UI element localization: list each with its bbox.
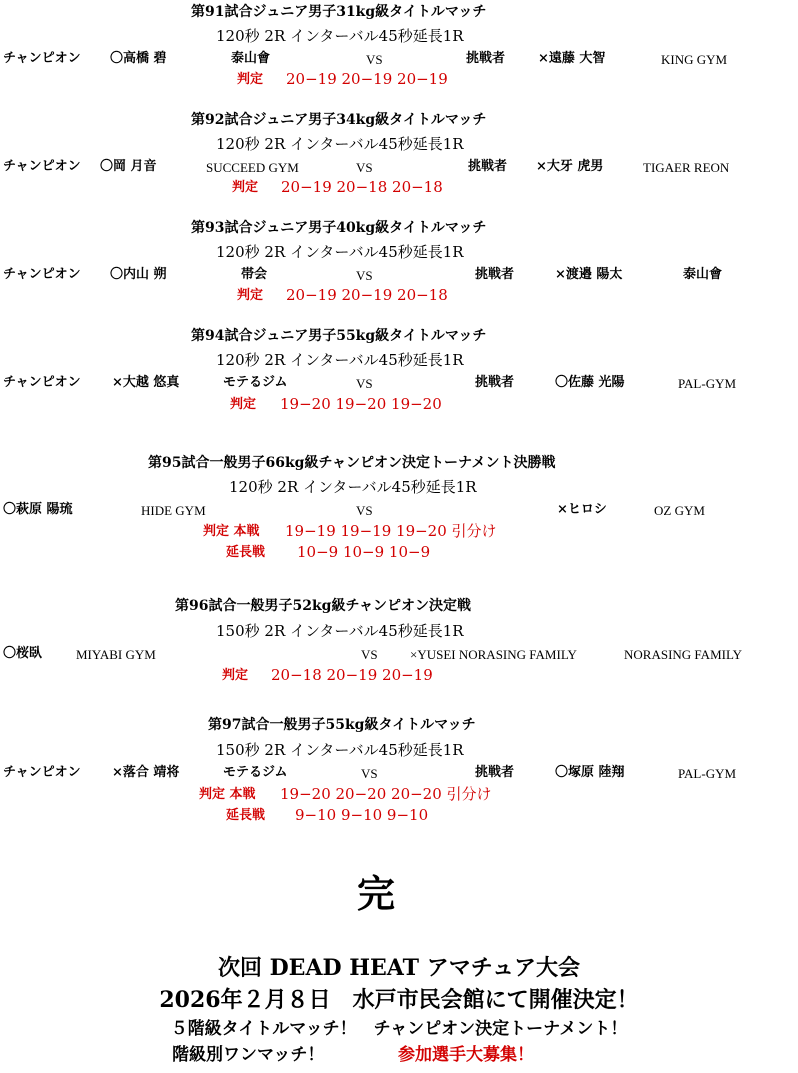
next-event-date: 2026年２月８日 水戸市民会館にて開催決定！ <box>159 987 639 1013</box>
left-fighter: 〇岡 月音 <box>100 159 157 174</box>
extra-scores: 10−9 10−9 10−9 <box>297 543 431 561</box>
right-gym: KING GYM <box>661 52 728 67</box>
match-title: 第91試合ジュニア男子31kg級タイトルマッチ <box>191 4 487 20</box>
left-fighter: 〇桜臥 <box>3 646 43 661</box>
extra-label: 延長戦 <box>226 545 266 560</box>
match-rule: 120秒 2R インターバル45秒延長1R <box>216 351 464 369</box>
next-event-highlights: ５階級タイトルマッチ！ チャンピオン決定トーナメント！ <box>170 1019 628 1039</box>
recruit-notice: 参加選手大募集！ <box>398 1045 534 1065</box>
left-gym: モテるジム <box>223 765 288 780</box>
vs-label: VS <box>366 52 383 67</box>
right-fighter: 〇佐藤 光陽 <box>555 375 625 390</box>
match-rule: 120秒 2R インターバル45秒延長1R <box>229 478 477 496</box>
right-gym: NORASING FAMILY <box>624 647 742 662</box>
extra-label: 延長戦 <box>226 808 266 823</box>
result-scores: 20−19 20−19 20−18 <box>286 286 448 304</box>
match-title: 第95試合一般男子66kg級チャンピオン決定トーナメント決勝戦 <box>148 455 556 471</box>
result-label: 判定 <box>237 288 264 303</box>
left-gym: モテるジム <box>223 375 288 390</box>
right-fighter: ×ヒロシ <box>557 502 607 517</box>
match-title: 第97試合一般男子55kg級タイトルマッチ <box>208 717 476 733</box>
next-event-title: 次回 DEAD HEAT アマチュア大会 <box>217 955 581 981</box>
result-label: 判定 <box>222 668 249 683</box>
left-fighter: 〇萩原 陽琉 <box>3 502 73 517</box>
result-scores: 20−19 20−18 20−18 <box>281 178 443 196</box>
left-fighter: 〇高橋 碧 <box>110 51 167 66</box>
right-fighter: ×遠藤 大智 <box>538 51 606 66</box>
match-rule: 150秒 2R インターバル45秒延長1R <box>216 741 464 759</box>
result-scores: 20−18 20−19 20−19 <box>271 666 433 684</box>
right-gym: PAL-GYM <box>678 766 737 781</box>
result-scores: 19−20 19−20 19−20 <box>280 395 442 413</box>
left-role: チャンピオン <box>3 765 81 780</box>
match-rule: 120秒 2R インターバル45秒延長1R <box>216 135 464 153</box>
match-title: 第96試合一般男子52kg級チャンピオン決定戦 <box>175 598 472 614</box>
extra-scores: 9−10 9−10 9−10 <box>295 806 429 824</box>
vs-label: VS <box>356 160 373 175</box>
left-gym: MIYABI GYM <box>76 647 156 662</box>
end-mark: 完 <box>357 871 396 916</box>
result-label: 判定 <box>230 397 257 412</box>
left-role: チャンピオン <box>3 267 81 282</box>
right-fighter: ×YUSEI NORASING FAMILY <box>410 647 577 662</box>
left-fighter: ×落合 靖将 <box>112 765 180 780</box>
right-role: 挑戦者 <box>475 267 515 282</box>
right-fighter: ×渡邉 陽太 <box>555 267 623 282</box>
result-label: 判定 <box>232 180 259 195</box>
vs-label: VS <box>356 503 373 518</box>
vs-label: VS <box>356 376 373 391</box>
vs-label: VS <box>361 647 378 662</box>
match-rule: 120秒 2R インターバル45秒延長1R <box>216 27 464 45</box>
left-gym: 泰山會 <box>231 51 271 66</box>
match-title: 第94試合ジュニア男子55kg級タイトルマッチ <box>191 328 487 344</box>
result-label: 判定 本戦 <box>203 524 260 539</box>
match-title: 第92試合ジュニア男子34kg級タイトルマッチ <box>191 112 487 128</box>
left-role: チャンピオン <box>3 159 81 174</box>
right-fighter: 〇塚原 陸翔 <box>555 765 625 780</box>
right-gym: OZ GYM <box>654 503 705 518</box>
result-scores: 20−19 20−19 20−19 <box>286 70 448 88</box>
left-fighter: ×大越 悠真 <box>112 375 180 390</box>
result-scores: 19−19 19−19 19−20 引分け <box>285 522 497 540</box>
left-role: チャンピオン <box>3 375 81 390</box>
match-rule: 150秒 2R インターバル45秒延長1R <box>216 622 464 640</box>
right-gym: 泰山會 <box>683 267 723 282</box>
left-role: チャンピオン <box>3 51 81 66</box>
left-fighter: 〇内山 朔 <box>110 267 167 282</box>
result-label: 判定 <box>237 72 264 87</box>
right-gym: TIGAER REON <box>643 160 730 175</box>
right-role: 挑戦者 <box>475 765 515 780</box>
right-role: 挑戦者 <box>475 375 515 390</box>
right-gym: PAL-GYM <box>678 376 737 391</box>
right-role: 挑戦者 <box>468 159 508 174</box>
result-label: 判定 本戦 <box>199 787 256 802</box>
left-gym: 帯会 <box>241 267 268 282</box>
vs-label: VS <box>361 766 378 781</box>
match-title: 第93試合ジュニア男子40kg級タイトルマッチ <box>191 220 487 236</box>
match-rule: 120秒 2R インターバル45秒延長1R <box>216 243 464 261</box>
vs-label: VS <box>356 268 373 283</box>
left-gym: HIDE GYM <box>141 503 206 518</box>
right-role: 挑戦者 <box>466 51 506 66</box>
right-fighter: ×大牙 虎男 <box>536 159 604 174</box>
next-event-onematch: 階級別ワンマッチ！ <box>172 1045 325 1065</box>
result-scores: 19−20 20−20 20−20 引分け <box>280 785 492 803</box>
left-gym: SUCCEED GYM <box>206 160 299 175</box>
